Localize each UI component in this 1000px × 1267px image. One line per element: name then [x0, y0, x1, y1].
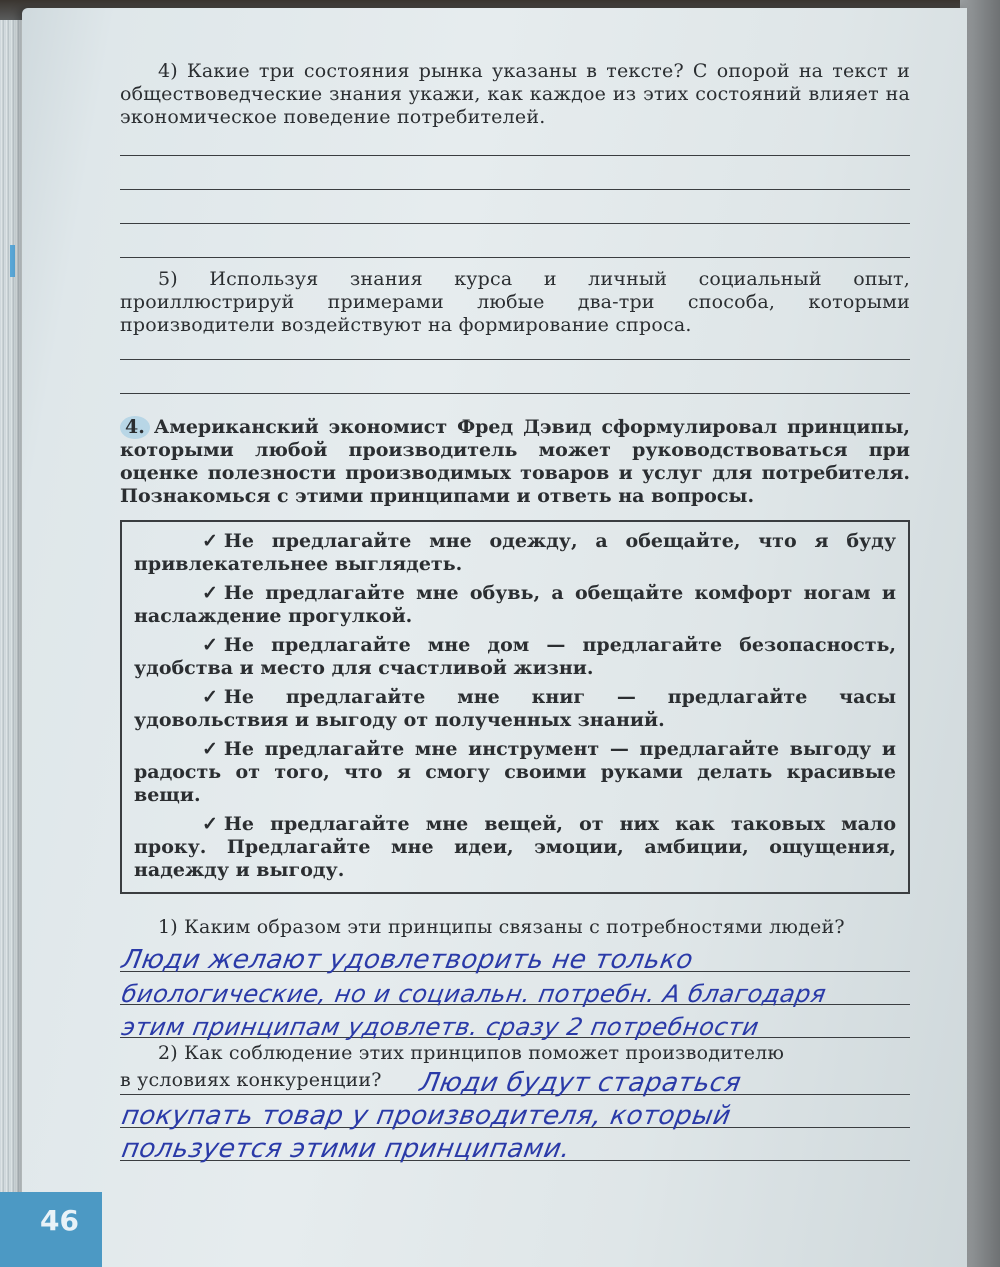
page-number: 46: [40, 1204, 79, 1237]
check-icon: ✓: [202, 582, 218, 604]
check-icon: ✓: [202, 738, 218, 760]
answer-lines-q5: [120, 359, 910, 394]
task-number-badge: 4.: [120, 416, 150, 439]
answer-line[interactable]: [120, 359, 910, 360]
principle-item: ✓ Не предлагайте мне обувь, а обещайте комфорт ногам и наслаждение прогулкой.: [134, 582, 896, 627]
check-icon: ✓: [202, 530, 218, 552]
answer-line[interactable]: [119, 939, 910, 975]
answer-line[interactable]: [119, 1128, 910, 1164]
subquestion-2: 2) Как соблюдение этих принципов поможет производителю: [158, 1042, 785, 1064]
answer-line[interactable]: [119, 1005, 910, 1041]
handwritten-text: покупать товар у производителя, который: [119, 1101, 734, 1131]
handwritten-text: этим принципам удовлетв. сразу 2 потребности: [119, 1013, 762, 1041]
principle-item: ✓ Не предлагайте мне вещей, от них как таковых мало проку. Предлагайте мне идеи, эмоции, амбиции, ощущения, надежду и выгоду.: [134, 813, 896, 881]
question-5-text: 5) Используя знания курса и личный социальный опыт, проиллюстрируй примерами любые два-три способа, которыми производители воздействуют на формирование спроса.: [120, 268, 910, 336]
check-icon: ✓: [202, 686, 218, 708]
bookmark-marker: [10, 245, 15, 277]
task-4-intro: [120, 416, 910, 508]
handwritten-text: Люди желают удовлетворить не только: [119, 945, 696, 975]
answer-line[interactable]: [120, 1065, 910, 1098]
answer-line[interactable]: [120, 223, 910, 224]
principles-box: [120, 520, 910, 894]
task-4-text: Американский экономист Фред Дэвид сформулировал принципы, которыми любой производитель может руководствоваться при оценке полезности производимых товаров и услуг для потребителя. Познакомься с этими принципами и ответь на вопросы.: [120, 416, 910, 507]
handwritten-text: Люди будут стараться: [417, 1068, 744, 1098]
question-4-text: 4) Какие три состояния рынка указаны в тексте? С опорой на текст и обществоведческие знания укажи, как каждое из этих состояний влияет на экономическое поведение потребителей.: [120, 60, 910, 128]
answer-line[interactable]: [119, 1095, 910, 1131]
answer-line[interactable]: [120, 155, 910, 156]
principle-item: ✓ Не предлагайте мне книг — предлагайте часы удовольствия и выгоду от полученных знаний.: [134, 686, 896, 731]
principle-item: ✓ Не предлагайте мне инструмент — предлагайте выгоду и радость от того, что я смогу своими руками делать красивые вещи.: [134, 738, 896, 806]
handwritten-text: биологические, но и социальн. потребн. А благодаря: [119, 980, 829, 1008]
subquestion-1: 1) Каким образом эти принципы связаны с потребностями людей?: [158, 916, 845, 938]
subquestion-2-end: в условиях конкуренции?: [120, 1069, 382, 1091]
answer-line[interactable]: [119, 972, 910, 1008]
handwritten-text: пользуется этими принципами.: [119, 1134, 573, 1164]
page-content: [119, 60, 910, 1164]
check-icon: ✓: [202, 813, 218, 835]
check-icon: ✓: [202, 634, 218, 656]
principle-item: ✓ Не предлагайте мне дом — предлагайте безопасность, удобства и место для счастливой жизни.: [134, 634, 896, 679]
answer-line[interactable]: [120, 257, 910, 258]
answer-line[interactable]: [120, 393, 910, 394]
handwritten-answer-1: [119, 939, 910, 1041]
principle-item: ✓ Не предлагайте мне одежду, а обещайте, что я буду привлекательнее выглядеть.: [134, 530, 896, 575]
answer-line[interactable]: [120, 189, 910, 190]
answer-lines-q4: [120, 155, 910, 258]
